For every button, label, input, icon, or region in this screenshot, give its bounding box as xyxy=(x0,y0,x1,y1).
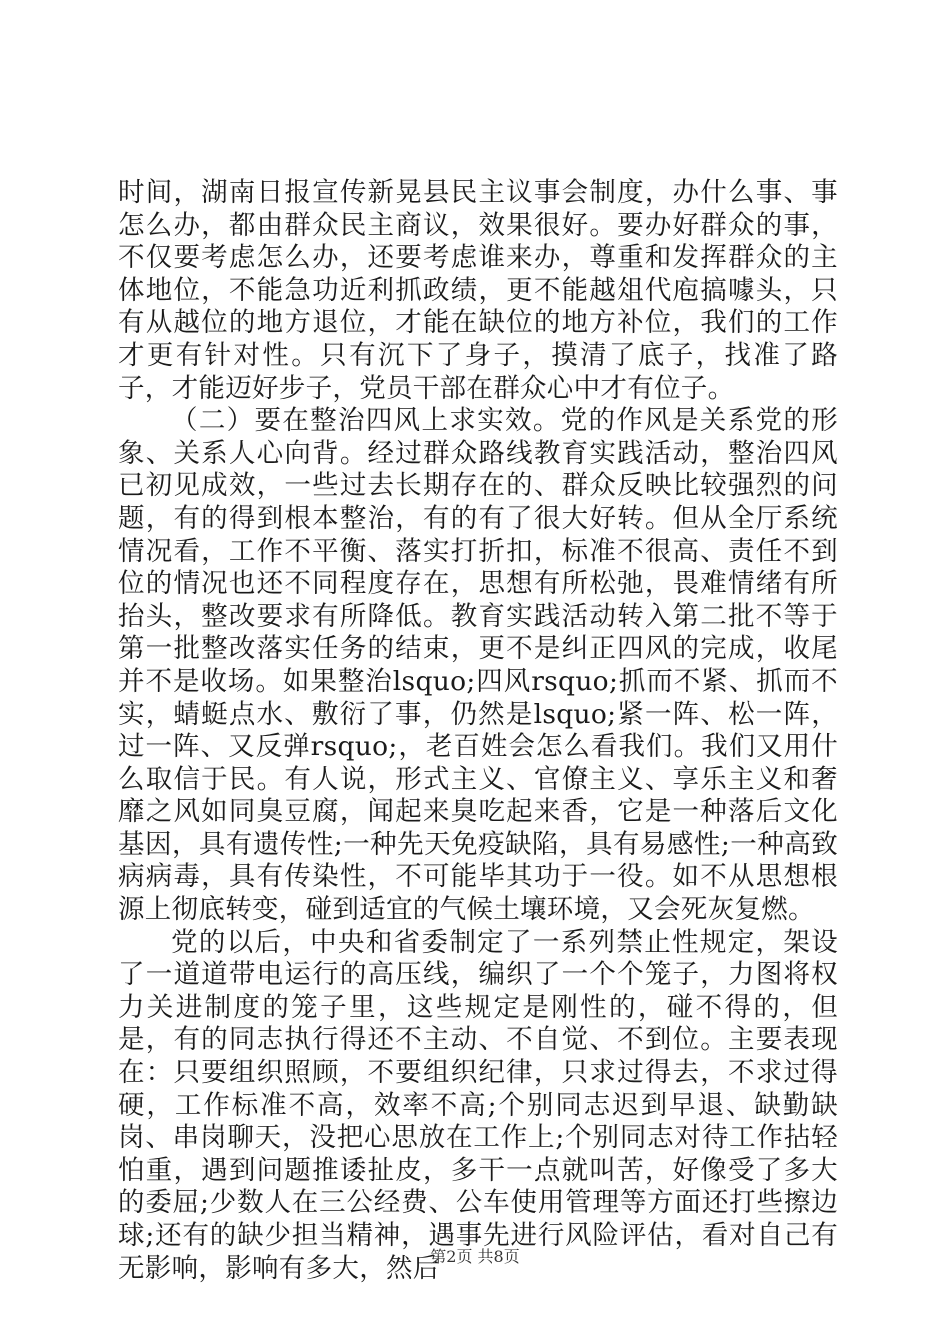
paragraph-regulations: 党的以后，中央和省委制定了一系列禁止性规定，架设了一道道带电运行的高压线，编织了一个个笼子，力图将权力关进制度的笼子里，这些规定是刚性的，碰不得的，但是，有的同志执行得还不主动、不自觉、不到位。主要表现在：只要组织照顾，不要组织纪律，只求过得去，不求过得硬，工作标准不高，效率不高;个别同志迟到早退、缺勤缺岗、串岗聊天，没把心思放在工作上;个别同志对待工作拈轻怕重，遇到问题推诿扯皮，多干一点就叫苦，好像受了多大的委屈;少数人在三公经费、公车使用管理等方面还打些擦边球;还有的缺少担当精神，遇事先进行风险评估，看对自己有无影响，影响有多大，然后 xyxy=(118,926,838,1284)
document-body xyxy=(118,177,838,1285)
paragraph-section-two: （二）要在整治四风上求实效。党的作风是关系党的形象、关系人心向背。经过群众路线教育实践活动，整治四风已初见成效，一些过去长期存在的、群众反映比较强烈的问题，有的得到根本整治，有的有了很大好转。但从全厅系统情况看，工作不平衡、落实打折扣，标准不很高、责任不到位的情况也还不同程度存在，思想有所松弛，畏难情绪有所抬头，整改要求有所降低。教育实践活动转入第二批不等于第一批整改落实任务的结束，更不是纠正四风的完成，收尾并不是收场。如果整治lsquo;四风rsquo;抓而不紧、抓而不实，蜻蜓点水、敷衍了事，仍然是lsquo;紧一阵、松一阵，过一阵、又反弹rsquo;，老百姓会怎么看我们。我们又用什么取信于民。有人说，形式主义、官僚主义、享乐主义和奢靡之风如同臭豆腐，闻起来臭吃起来香，它是一种落后文化基因，具有遗传性;一种先天免疫缺陷，具有易感性;一种高致病病毒，具有传染性，不可能毕其功于一役。如不从思想根源上彻底转变，碰到适宜的气候土壤环境，又会死灰复燃。 xyxy=(118,405,838,926)
paragraph-continuation: 时间，湖南日报宣传新晃县民主议事会制度，办什么事、事怎么办，都由群众民主商议，效果很好。要办好群众的事，不仅要考虑怎么办，还要考虑谁来办，尊重和发挥群众的主体地位，不能急功近利抓政绩，更不能越俎代庖搞噱头，只有从越位的地方退位，才能在缺位的地方补位，我们的工作才更有针对性。只有沉下了身子，摸清了底子，找准了路子，才能迈好步子，党员干部在群众心中才有位子。 xyxy=(118,177,838,404)
page-number-footer: 第2页 共8页 xyxy=(430,1247,520,1266)
